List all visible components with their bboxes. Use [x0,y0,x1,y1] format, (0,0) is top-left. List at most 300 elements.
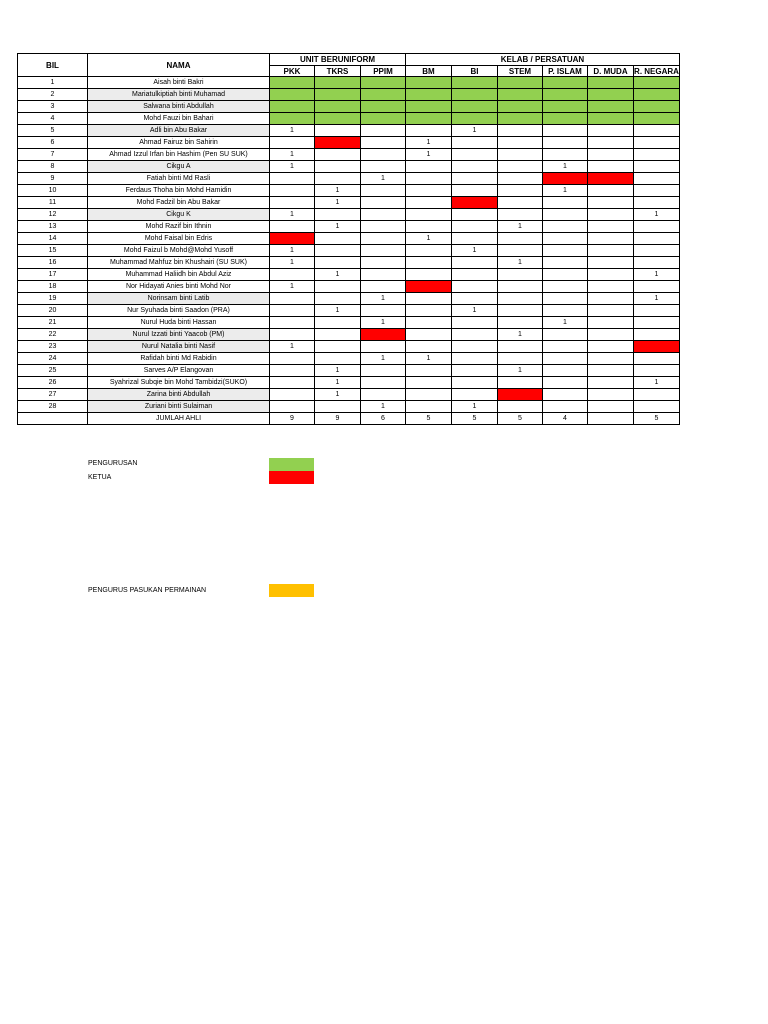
membership-cell [452,341,498,353]
row-number: 13 [18,221,88,233]
membership-cell [498,293,543,305]
membership-cell [498,233,543,245]
membership-cell [452,89,498,101]
membership-cell [270,173,315,185]
membership-cell [361,221,406,233]
membership-cell [406,77,452,89]
membership-cell: 1 [270,281,315,293]
membership-cell: 1 [315,221,361,233]
membership-cell [543,293,588,305]
membership-cell [588,149,634,161]
membership-cell [452,113,498,125]
membership-cell [588,137,634,149]
membership-cell [588,377,634,389]
membership-cell [543,89,588,101]
membership-cell: 1 [361,173,406,185]
membership-cell [588,305,634,317]
table-row [18,281,680,293]
table-row [18,173,680,185]
membership-cell [406,269,452,281]
membership-cell [406,257,452,269]
membership-cell [361,113,406,125]
membership-cell [543,233,588,245]
membership-cell [270,89,315,101]
membership-cell: 1 [315,269,361,281]
row-number: 11 [18,197,88,209]
row-number: 8 [18,161,88,173]
legend-label-ketua: KETUA [88,474,112,481]
membership-cell [270,185,315,197]
membership-cell [406,389,452,401]
membership-cell [588,209,634,221]
membership-cell [634,221,680,233]
row-number: 6 [18,137,88,149]
row-number: 25 [18,365,88,377]
membership-cell [361,125,406,137]
membership-cell [406,401,452,413]
membership-cell [406,125,452,137]
table-row [18,77,680,89]
membership-cell [452,257,498,269]
col-header-stem: STEM [498,66,543,77]
membership-cell [406,197,452,209]
membership-cell [498,197,543,209]
membership-cell [498,353,543,365]
col-header-p-islam: P. ISLAM [543,66,588,77]
member-name: Mohd Faisal bin Edris [88,233,270,245]
membership-cell [543,245,588,257]
membership-cell [588,281,634,293]
membership-cell: 1 [315,197,361,209]
membership-cell [634,77,680,89]
col-header-tkrs: TKRS [315,66,361,77]
membership-cell [498,281,543,293]
membership-cell: 1 [498,329,543,341]
membership-cell: 1 [270,161,315,173]
membership-cell [452,281,498,293]
member-name: Mohd Faizul b Mohd@Mohd Yusoff [88,245,270,257]
total-value: 5 [452,413,498,425]
membership-cell [406,329,452,341]
membership-cell [498,401,543,413]
membership-cell [588,341,634,353]
membership-cell: 1 [270,245,315,257]
table-row [18,137,680,149]
member-name: Mohd Fadzil bin Abu Bakar [88,197,270,209]
membership-cell: 1 [452,305,498,317]
membership-cell [498,161,543,173]
membership-cell [498,305,543,317]
membership-cell [315,245,361,257]
row-number: 16 [18,257,88,269]
membership-cell [543,113,588,125]
total-value: 9 [315,413,361,425]
total-value: 9 [270,413,315,425]
membership-cell [543,389,588,401]
membership-cell [452,149,498,161]
membership-cell: 1 [406,353,452,365]
membership-cell: 1 [406,233,452,245]
membership-cell [452,353,498,365]
membership-cell [406,221,452,233]
membership-cell: 1 [315,377,361,389]
membership-cell [498,125,543,137]
membership-cell [315,281,361,293]
membership-cell [588,125,634,137]
membership-cell [452,161,498,173]
col-header-bi: BI [452,66,498,77]
membership-cell [588,389,634,401]
membership-cell [270,221,315,233]
membership-cell: 1 [406,281,452,293]
membership-cell [452,329,498,341]
table-row [18,389,680,401]
membership-cell [588,353,634,365]
row-number: 19 [18,293,88,305]
total-value: 5 [498,413,543,425]
member-name: Nur Syuhada binti Saadon (PRA) [88,305,270,317]
row-number: 2 [18,89,88,101]
membership-cell [588,233,634,245]
row-number: 3 [18,101,88,113]
member-name: Nor Hidayati Anies binti Mohd Nor [88,281,270,293]
membership-cell: 1 [406,137,452,149]
membership-cell [498,185,543,197]
membership-cell: 1 [498,221,543,233]
membership-cell [634,137,680,149]
membership-cell [543,257,588,269]
membership-cell: 1 [543,161,588,173]
membership-cell [543,353,588,365]
table-row [18,209,680,221]
membership-cell [406,305,452,317]
membership-cell [270,377,315,389]
member-name: Mohd Razif bin Ithnin [88,221,270,233]
membership-cell [588,77,634,89]
membership-cell [634,101,680,113]
membership-cell [588,293,634,305]
table-row [18,293,680,305]
membership-cell: 1 [315,389,361,401]
membership-cell [498,269,543,281]
membership-cell [270,197,315,209]
membership-cell [498,77,543,89]
membership-cell [498,113,543,125]
membership-cell: 1 [452,401,498,413]
table-row [18,377,680,389]
membership-cell: 1 [315,185,361,197]
membership-cell [452,377,498,389]
membership-cell [270,401,315,413]
membership-cell [270,113,315,125]
membership-cell [270,137,315,149]
membership-cell [361,281,406,293]
membership-cell [361,341,406,353]
membership-cell [406,317,452,329]
member-name: Zuriani binti Sulaiman [88,401,270,413]
membership-cell [270,305,315,317]
membership-cell [543,281,588,293]
table-row [18,305,680,317]
table-row [18,149,680,161]
membership-cell [315,353,361,365]
nama-header: NAMA [88,54,270,77]
membership-cell [361,161,406,173]
member-name: Adli bin Abu Bakar [88,125,270,137]
legend-label-pengurusan: PENGURUSAN [88,460,138,467]
member-name: Zarina binti Abdullah [88,389,270,401]
membership-cell [634,257,680,269]
membership-cell [543,365,588,377]
membership-cell [315,77,361,89]
membership-cell [634,233,680,245]
member-name: Cikgu K [88,209,270,221]
membership-cell [543,137,588,149]
membership-cell [588,173,634,185]
row-number: 5 [18,125,88,137]
row-number: 4 [18,113,88,125]
row-number: 21 [18,317,88,329]
kelab-persatuan-header: KELAB / PERSATUAN [406,54,680,66]
membership-cell [361,305,406,317]
membership-cell: 1 [270,209,315,221]
legend-swatch-pengurusan [269,458,314,471]
row-number: 20 [18,305,88,317]
member-name: Ferdaus Thoha bin Mohd Hamidin [88,185,270,197]
membership-cell [406,245,452,257]
col-header-ppim: PPIM [361,66,406,77]
membership-cell [270,317,315,329]
membership-cell: 1 [634,209,680,221]
membership-cell: 1 [270,233,315,245]
membership-cell: 1 [543,173,588,185]
membership-cell [543,401,588,413]
membership-cell [634,197,680,209]
membership-cell [634,305,680,317]
row-number: 9 [18,173,88,185]
member-name: Muhammad Haliidh bin Abdul Aziz [88,269,270,281]
membership-cell [361,269,406,281]
bil-header: BIL [18,54,88,77]
membership-cell: 1 [634,341,680,353]
membership-cell [588,161,634,173]
membership-cell [543,341,588,353]
membership-cell [498,209,543,221]
membership-cell [361,377,406,389]
membership-cell [452,365,498,377]
row-number: 1 [18,77,88,89]
membership-cell [543,269,588,281]
membership-cell: 1 [361,353,406,365]
table-row [18,161,680,173]
membership-cell [634,281,680,293]
member-name: Aisah binti Bakri [88,77,270,89]
table-row [18,125,680,137]
membership-cell [315,125,361,137]
membership-cell: 1 [270,149,315,161]
membership-cell: 1 [543,317,588,329]
membership-cell [315,89,361,101]
membership-cell [498,149,543,161]
membership-cell [406,89,452,101]
membership-cell [543,305,588,317]
membership-cell [361,209,406,221]
membership-cell [543,149,588,161]
membership-cell [406,377,452,389]
membership-cell [361,101,406,113]
membership-cell: 1 [315,365,361,377]
membership-cell: 1 [452,245,498,257]
row-number: 23 [18,341,88,353]
col-header-bm: BM [406,66,452,77]
table-row [18,365,680,377]
member-name: Ahmad Fairuz bin Sahirin [88,137,270,149]
membership-cell [634,401,680,413]
membership-cell [543,101,588,113]
table-row [18,101,680,113]
member-name: Mariatulkiptiah binti Muhamad [88,89,270,101]
membership-cell [588,317,634,329]
membership-cell [452,209,498,221]
membership-cell: 1 [543,185,588,197]
membership-cell [588,269,634,281]
total-value: 5 [406,413,452,425]
membership-cell [588,329,634,341]
membership-cell [315,233,361,245]
membership-cell: 1 [452,125,498,137]
table-row [18,341,680,353]
legend-swatch-pengurus-pasukan [269,584,314,597]
membership-cell [406,185,452,197]
membership-cell [452,389,498,401]
membership-cell: 1 [315,137,361,149]
member-name: Syahrizal Subqie bin Mohd Tambidzi(SUKO) [88,377,270,389]
membership-cell: 1 [270,257,315,269]
row-number: 24 [18,353,88,365]
membership-cell [315,101,361,113]
member-name: Nurul Natalia binti Nasif [88,341,270,353]
membership-cell [452,269,498,281]
col-header-pkk: PKK [270,66,315,77]
membership-cell [315,161,361,173]
row-number: 10 [18,185,88,197]
membership-cell: 1 [315,305,361,317]
membership-cell [361,257,406,269]
membership-cell [315,209,361,221]
membership-cell [498,173,543,185]
membership-cell [406,173,452,185]
membership-cell [452,317,498,329]
membership-cell [406,113,452,125]
member-name: Muhammad Mahfuz bin Khushairi (SU SUK) [88,257,270,269]
membership-cell [588,365,634,377]
membership-cell [452,293,498,305]
membership-cell [498,89,543,101]
table-row [18,245,680,257]
row-number: 27 [18,389,88,401]
row-number: 7 [18,149,88,161]
totals-row [18,413,680,425]
row-number: 28 [18,401,88,413]
col-header-r-negara: R. NEGARA [634,66,679,76]
membership-cell [270,365,315,377]
membership-cell [634,89,680,101]
membership-cell: 1 [452,197,498,209]
membership-cell [498,245,543,257]
membership-cell [588,245,634,257]
membership-cell [498,137,543,149]
member-name: Salwana binti Abdullah [88,101,270,113]
membership-cell [543,377,588,389]
legend-swatch-ketua [269,471,314,484]
table-row [18,269,680,281]
row-number: 15 [18,245,88,257]
table-row [18,221,680,233]
membership-cell: 1 [498,257,543,269]
membership-cell [361,245,406,257]
membership-cell [634,149,680,161]
membership-cell [361,197,406,209]
membership-cell [634,185,680,197]
table-row [18,257,680,269]
membership-cell [270,269,315,281]
membership-cell [634,173,680,185]
membership-cell [634,317,680,329]
membership-cell [315,317,361,329]
row-number: 14 [18,233,88,245]
membership-cell [498,341,543,353]
membership-cell [588,401,634,413]
membership-cell: 1 [634,269,680,281]
row-number: 17 [18,269,88,281]
membership-cell [361,89,406,101]
membership-cell [452,221,498,233]
membership-cell [588,185,634,197]
row-number: 12 [18,209,88,221]
membership-cell [270,101,315,113]
membership-cell: 1 [634,293,680,305]
total-value: 4 [543,413,588,425]
membership-cell: 1 [498,365,543,377]
membership-cell: 1 [270,341,315,353]
membership-cell [634,113,680,125]
membership-cell [406,161,452,173]
total-value: 6 [361,413,406,425]
legend-label-pengurus-pasukan: PENGURUS PASUKAN PERMAINAN [88,587,207,594]
membership-cell [634,353,680,365]
table-row [18,113,680,125]
member-name: Sarves A/P Elangovan [88,365,270,377]
membership-cell [452,173,498,185]
membership-cell [315,329,361,341]
membership-cell [588,197,634,209]
membership-cell [543,197,588,209]
membership-cell [588,257,634,269]
membership-cell [315,257,361,269]
table-row [18,185,680,197]
membership-cell [588,101,634,113]
membership-cell [406,209,452,221]
membership-cell [543,125,588,137]
membership-cell [452,233,498,245]
membership-cell [634,245,680,257]
membership-cell [406,365,452,377]
table-row [18,89,680,101]
membership-cell [588,221,634,233]
member-name: Rafidah binti Md Rabidin [88,353,270,365]
membership-cell [361,149,406,161]
member-name: Fatiah binti Md Rasli [88,173,270,185]
